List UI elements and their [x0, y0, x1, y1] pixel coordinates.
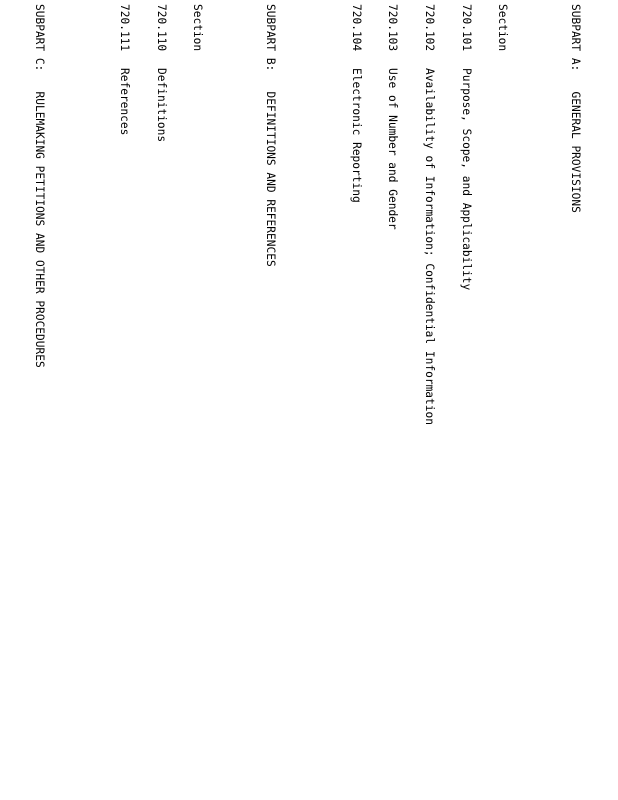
subpart-a-heading: SUBPART A: GENERAL PROVISIONS [569, 4, 583, 213]
subpart-b-heading: SUBPART B: DEFINITIONS AND REFERENCES [264, 4, 278, 267]
toc-entry [423, 4, 435, 800]
toc-entry [118, 4, 130, 800]
blank-line [313, 4, 325, 800]
section-number: 720.102 [423, 4, 437, 52]
toc-entry [350, 4, 362, 800]
section-label: Section [496, 4, 510, 52]
blank-line [228, 4, 240, 800]
section-title: Use of Number and Gender [386, 68, 400, 230]
section-title: Purpose, Scope, and Applicability [459, 68, 473, 291]
toc-entry [459, 4, 471, 800]
section-title: Availability of Information; Confidential Information [423, 68, 437, 425]
section-number: 720.104 [349, 4, 363, 52]
section-number: 720.110 [154, 4, 168, 52]
section-label: Section [191, 4, 205, 52]
section-number: 720.103 [386, 4, 400, 52]
toc-entry [154, 4, 166, 800]
section-title: References [118, 68, 132, 136]
section-title: Electronic Reporting [349, 68, 363, 203]
section-number: 720.101 [459, 4, 473, 52]
blank-line [0, 4, 8, 800]
section-title: Definitions [154, 68, 168, 143]
blank-line [81, 4, 93, 800]
blank-line [533, 4, 545, 800]
rotated-document [32, 4, 618, 800]
subpart-c-heading: SUBPART C: RULEMAKING PETITIONS AND OTHER PROCEDURES [32, 4, 46, 368]
section-number: 720.111 [118, 4, 132, 52]
toc-entry [386, 4, 398, 800]
